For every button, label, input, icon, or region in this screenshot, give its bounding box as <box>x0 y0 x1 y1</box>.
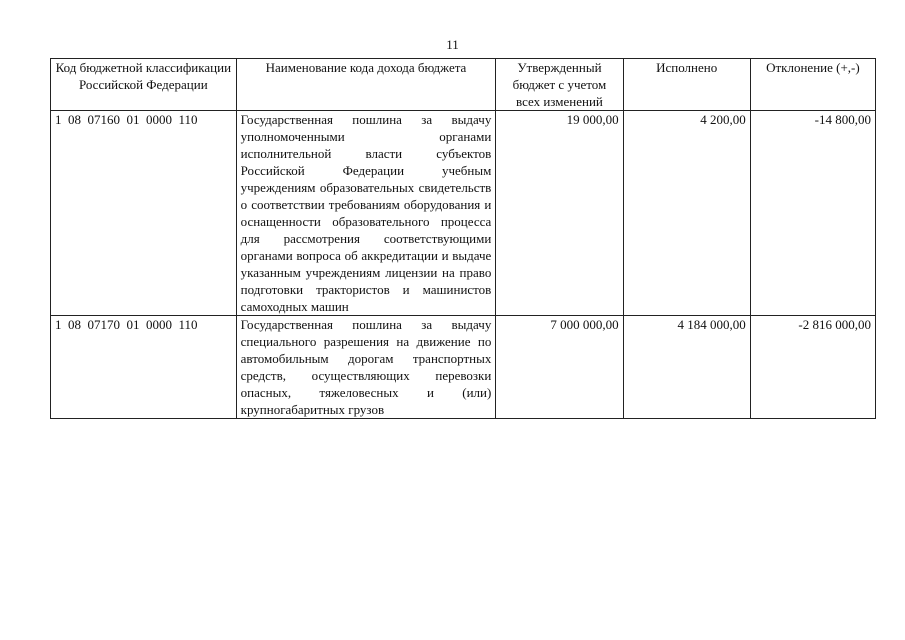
row-deviation: -14 800,00 <box>750 111 875 316</box>
row-name: Государственная пошлина за выдачу специального разрешения на движение по автомобильным дорогам транспортных средств, осуществляющих перевозки опасных, тяжеловесных и (или) крупногабаритных грузов <box>236 316 496 419</box>
table-row <box>51 111 876 316</box>
row-deviation: -2 816 000,00 <box>750 316 875 419</box>
row-code: 1 08 07160 01 0000 110 <box>51 111 237 316</box>
row-executed: 4 200,00 <box>623 111 750 316</box>
header-revenue-name: Наименование кода дохода бюджета <box>236 59 496 111</box>
budget-revenue-table <box>50 58 876 419</box>
page-number: 11 <box>446 37 459 52</box>
header-approved-budget: Утвержденный бюджет с учетом всех изменений <box>496 59 623 111</box>
header-executed: Исполнено <box>623 59 750 111</box>
row-name: Государственная пошлина за выдачу уполномоченными органами исполнительной власти субъектов Российской Федерации учебным учреждениям образовательных свидетельств о соответствии требованиям оборудования и оснащенности образовательного процесса для рассмотрения соответствующими органами вопроса об аккредитации и выдаче указанным учреждениям лицензии на право подготовки трактористов и машинистов самоходных машин <box>236 111 496 316</box>
header-classification-code: Код бюджетной классификации Российской Федерации <box>51 59 237 111</box>
row-approved: 7 000 000,00 <box>496 316 623 419</box>
row-approved: 19 000,00 <box>496 111 623 316</box>
table-row <box>51 316 876 419</box>
header-deviation: Отклонение (+,-) <box>750 59 875 111</box>
row-executed: 4 184 000,00 <box>623 316 750 419</box>
row-code: 1 08 07170 01 0000 110 <box>51 316 237 419</box>
table-header-row <box>51 59 876 111</box>
